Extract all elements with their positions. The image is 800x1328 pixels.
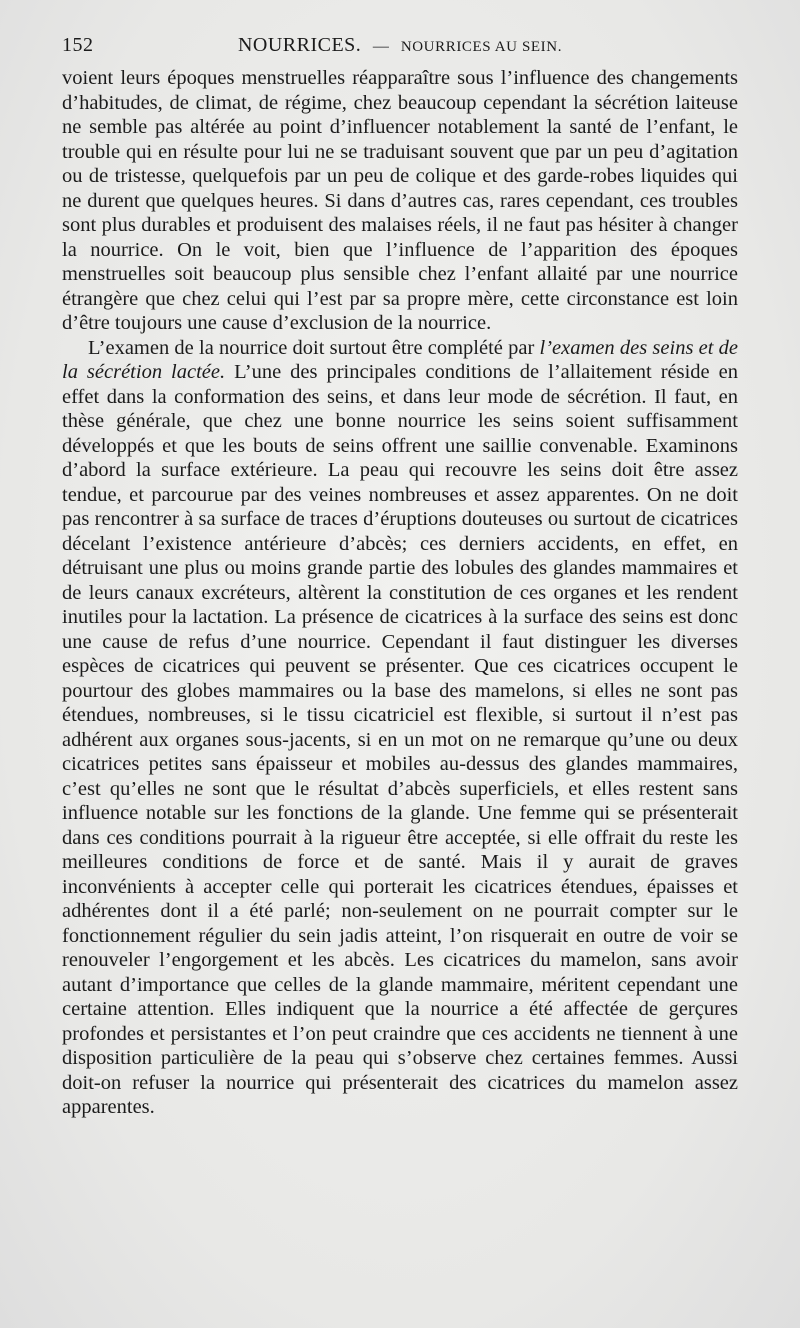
page-number: 152 <box>62 34 94 56</box>
paragraph-1: voient leurs époques menstruelles réapparaître sous l’influence des changements d’habitudes, de climat, de régime, chez beaucoup cependant la sécrétion laiteuse ne semble pas altérée au point d’influencer notablement la santé de l’enfant, le trouble qui en résulte pour lui ne se traduisant souvent que par un peu d’agitation ou de tristesse, quelquefois par un peu de colique et des garde-robes liquides qui ne durent que quelques heures. Si dans d’autres cas, rares cependant, ces troubles sont plus durables et produisent des malaises réels, il ne faut pas hésiter à changer la nourrice. On le voit, bien que l’influence de l’apparition des époques menstruelles soit beaucoup plus sensible chez l’enfant allaité par une nourrice étrangère que chez celui qui l’est par sa propre mère, cette circonstance est loin d’être toujours une cause d’exclusion de la nourrice. <box>62 67 738 334</box>
section-title: NOURRICES AU SEIN. <box>400 39 563 55</box>
paragraph-2-start: L’examen de la nourrice doit surtout être complété par <box>88 336 540 359</box>
header-title <box>62 34 738 57</box>
paragraph-2 <box>62 336 738 1120</box>
header-separator: — <box>372 38 390 55</box>
paragraph-2-italic: l’examen des seins et de la sécrétion lactée. <box>62 336 739 383</box>
body-text <box>62 66 738 1120</box>
chapter-title: NOURRICES. <box>237 34 362 56</box>
paragraph-2-rest: L’une des principales conditions de l’allaitement réside en effet dans la conformation des seins, et dans leur mode de sécrétion. Il faut, en thèse générale, que chez une bonne nourrice les seins soient suffisamment développés et que les bouts de seins offrent une saillie convenable. Examinons d’abord la surface extérieure. La peau qui recouvre les seins doit être assez tendue, et parcourue par des veines nombreuses et assez apparentes. On ne doit pas rencontrer à sa surface de traces d’éruptions douteuses ou surtout de cicatrices décelant l’existence antérieure d’abcès; ces derniers accidents, en effet, en détruisant une plus ou moins grande partie des lobules des glandes mammaires et de leurs canaux excréteurs, altèrent la constitution de ces organes et les rendent inutiles pour la lactation. La présence de cicatrices à la surface des seins est donc une cause de refus d’une nourrice. Cependant il faut distinguer les diverses espèces de cicatrices qui peuvent se présenter. Que ces cicatrices occupent le pourtour des globes mammaires ou la base des mamelons, si elles ne sont pas étendues, nombreuses, si le tissu cicatriciel est flexible, si surtout il n’est pas adhérent aux organes sous-jacents, si en un mot on ne remarque qu’une ou deux cicatrices petites sans épaisseur et mobiles au-dessus des glandes mammaires, c’est qu’elles ne sont que le résultat d’abcès superficiels, et elles restent sans influence notable sur les fonctions de la glande. Une femme qui se présenterait dans ces conditions pourrait à la rigueur être acceptée, si elle offrait du reste les meilleures conditions de force et de santé. Mais il y aurait de graves inconvénients à accepter celle qui porterait les cicatrices étendues, épaisses et adhérentes dont il a été parlé; non-seulement on ne pourrait compter sur le fonctionnement régulier du sein jadis atteint, l’on risquerait en outre de voir se renouveler l’engorgement et les abcès. Les cicatrices du mamelon, sans avoir autant d’importance que celles de la glande mammaire, méritent cependant une certaine attention. Elles indiquent que la nourrice a été affectée de gerçures profondes et persistantes et l’on peut craindre que ces accidents ne tiennent à une disposition particulière de la peau qui s’observe chez certaines femmes. Aussi doit-on refuser la nourrice qui présenterait des cicatrices du mamelon assez apparentes. <box>62 361 738 1118</box>
running-header <box>62 34 738 58</box>
